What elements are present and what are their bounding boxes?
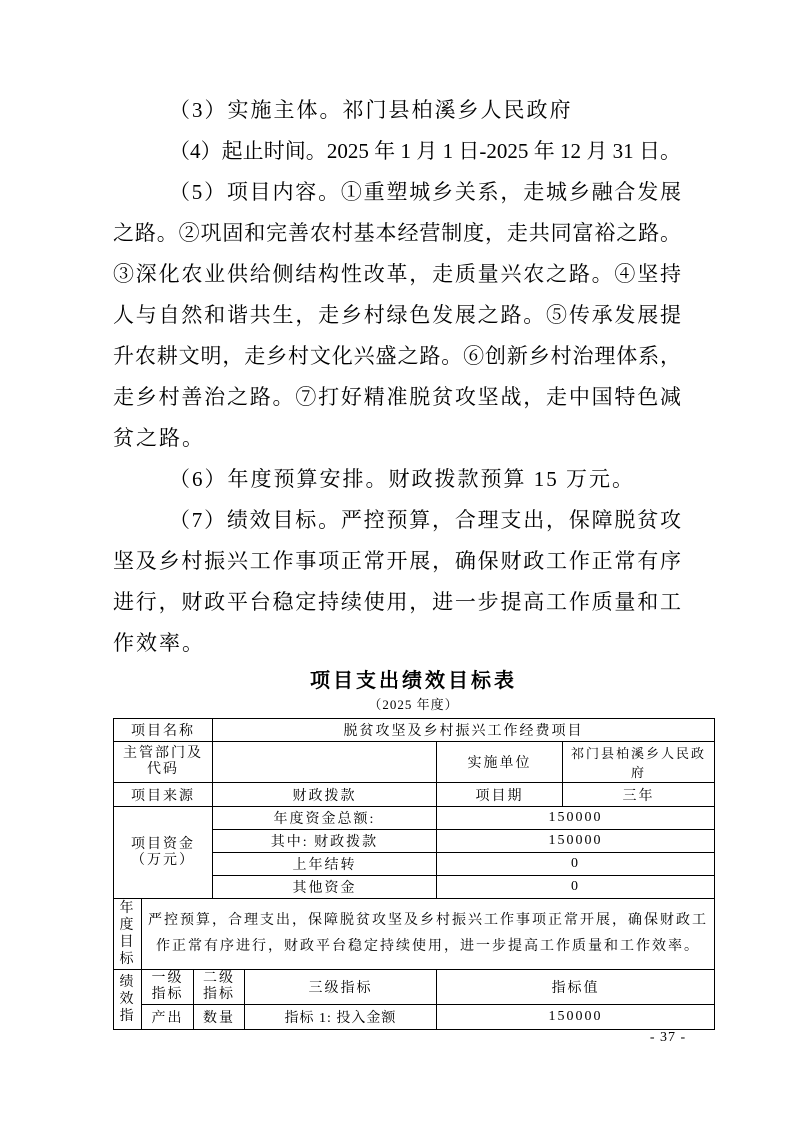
project-name-value: 脱贫攻坚及乡村振兴工作经费项目	[213, 719, 715, 742]
funds-row-label: 年度资金总额:	[213, 807, 437, 830]
perf-cell-level2: 数量	[194, 1005, 245, 1030]
project-name-label: 项目名称	[114, 719, 213, 742]
text-line: 走乡村善治之路。⑦打好精准脱贫攻坚战，走中国特色减	[113, 385, 681, 409]
body-text	[113, 90, 681, 664]
text-line: ③深化农业供给侧结构性改革，走质量兴农之路。④坚持	[113, 262, 681, 286]
dept-label: 主管部门及代码	[114, 742, 213, 783]
source-label: 项目来源	[114, 783, 213, 807]
period-value: 三年	[563, 783, 715, 807]
funds-row-value: 150000	[437, 807, 715, 830]
funds-row-value: 0	[437, 876, 715, 899]
text-line: 升农耕文明，走乡村文化兴盛之路。⑥创新乡村治理体系，	[113, 344, 681, 368]
perf-section-label: 绩效指	[114, 970, 142, 1030]
text-line: （5）项目内容。①重塑城乡关系，走城乡融合发展	[169, 180, 681, 204]
text-line: （6）年度预算安排。财政拨款预算 15 万元。	[169, 467, 635, 491]
text-line: 人与自然和谐共生，走乡村绿色发展之路。⑤传承发展提	[113, 303, 681, 327]
table-subtitle: （2025 年度）	[368, 697, 459, 712]
perf-header-level1: 一级指标	[142, 970, 194, 1005]
annual-goal-label: 年度目标	[114, 899, 142, 970]
source-value: 财政拨款	[213, 783, 437, 807]
table-title: 项目支出绩效目标表	[310, 670, 517, 692]
perf-header-level2: 二级指标	[194, 970, 245, 1005]
impl-unit-label: 实施单位	[437, 742, 563, 783]
text-line: 贫之路。	[113, 426, 205, 450]
impl-unit-value: 祁门县柏溪乡人民政府	[563, 742, 715, 783]
perf-header-level3: 三级指标	[245, 970, 437, 1005]
period-label: 项目期	[437, 783, 563, 807]
text-line: （7）绩效目标。严控预算，合理支出，保障脱贫攻	[169, 508, 681, 532]
text-line: 进行，财政平台稳定持续使用，进一步提高工作质量和工	[113, 590, 681, 614]
dept-value	[213, 742, 437, 783]
text-line: （4）起止时间。2025 年 1 月 1 日-2025 年 12 月 31 日。	[169, 139, 681, 163]
text-line: 坚及乡村振兴工作事项正常开展，确保财政工作正常有序	[113, 549, 681, 573]
text-line: （3）实施主体。祁门县柏溪乡人民政府	[169, 98, 573, 122]
text-line: 之路。②巩固和完善农村基本经营制度，走共同富裕之路。	[113, 221, 681, 245]
funds-row-label: 其中: 财政拨款	[213, 830, 437, 853]
perf-cell-level3: 指标 1: 投入金额	[245, 1005, 437, 1030]
text-line: 作效率。	[113, 631, 205, 655]
funds-row-value: 150000	[437, 830, 715, 853]
page-number: - 37 -	[649, 1030, 687, 1045]
perf-cell-level1: 产出	[142, 1005, 194, 1030]
funds-label: 项目资金（万元）	[114, 807, 213, 899]
funds-row-label: 上年结转	[213, 853, 437, 876]
annual-goal-text: 严控预算，合理支出，保障脱贫攻坚及乡村振兴工作事项正常开展，确保财政工作正常有序进行，财政平台稳定持续使用，进一步提高工作质量和工作效率。	[142, 899, 715, 970]
funds-row-label: 其他资金	[213, 876, 437, 899]
perf-cell-value: 150000	[437, 1005, 715, 1030]
performance-table	[113, 718, 715, 1030]
perf-header-value: 指标值	[437, 970, 715, 1005]
funds-row-value: 0	[437, 853, 715, 876]
